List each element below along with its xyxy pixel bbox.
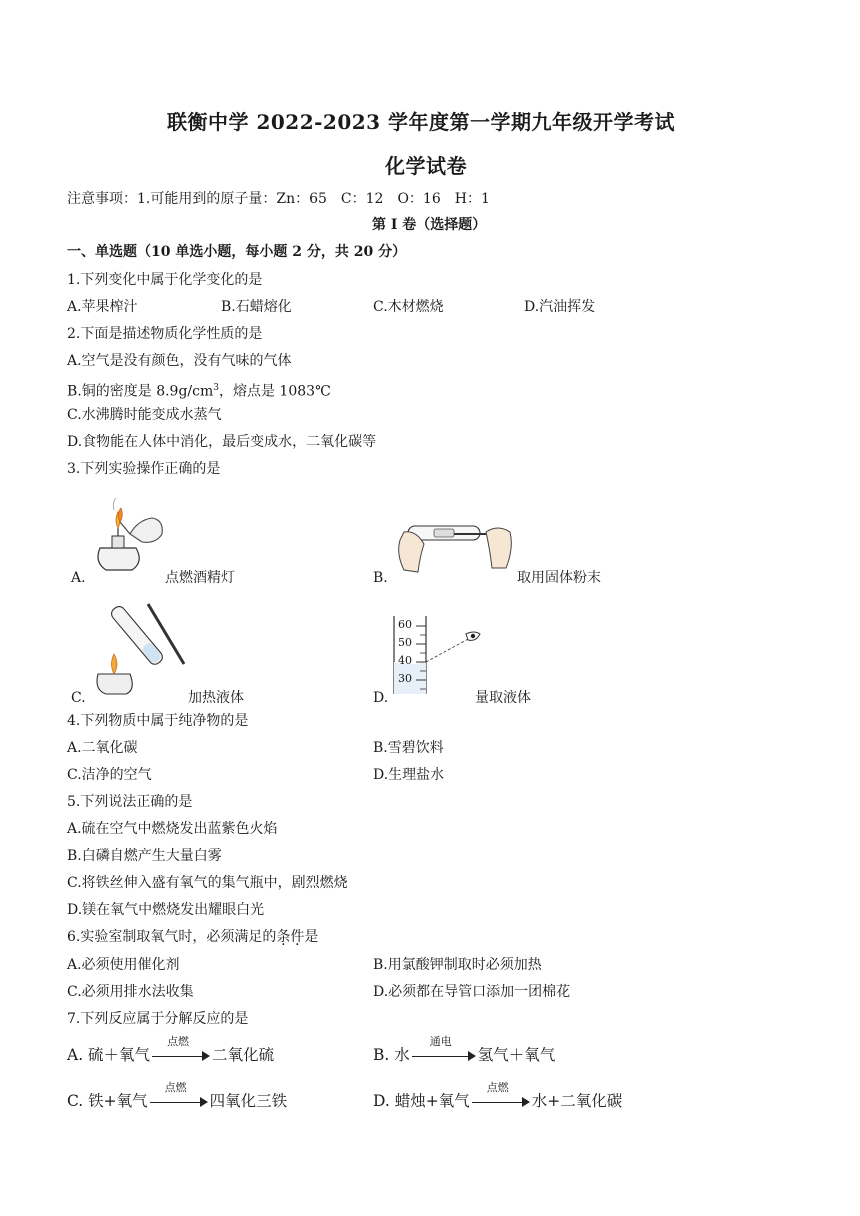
q3-option-a-caption: 点燃酒精灯 <box>165 570 235 586</box>
exam-subtitle: 化学试卷 <box>385 154 467 178</box>
exam-title: 联衡中学 2022-2023 学年度第一学期九年级开学考试 <box>167 110 676 134</box>
q3-option-d-caption: 量取液体 <box>475 690 531 706</box>
q1-option-a: A.苹果榨汁 <box>67 299 138 315</box>
question-7-stem: 7.下列反应属于分解反应的是 <box>67 1011 249 1027</box>
q4-option-b: B.雪碧饮料 <box>373 740 444 756</box>
q4-option-c: C.洁净的空气 <box>67 767 152 783</box>
q3-option-b-letter: B. <box>373 570 388 586</box>
notice-text: 注意事项：1.可能用到的原子量：Zn：65 C：12 O：16 H：1 <box>67 191 490 207</box>
q7-option-c: C. 铁+氧气 点燃 四氧化三铁 <box>67 1081 288 1110</box>
question-4-stem: 4.下列物质中属于纯净物的是 <box>67 713 249 729</box>
q3-option-a-letter: A. <box>71 570 86 586</box>
q4-option-a: A.二氧化碳 <box>67 740 138 756</box>
q1-option-b: B.石蜡熔化 <box>221 299 292 315</box>
q7-option-a: A. 硫＋氧气 点燃 二氧化硫 <box>67 1035 275 1064</box>
question-5-stem: 5.下列说法正确的是 <box>67 794 193 810</box>
q3-option-d-letter: D. <box>373 690 389 706</box>
reaction-arrow: 通电 <box>412 1051 476 1061</box>
section-heading: 一、单选题（10 单选小题，每小题 2 分，共 20 分） <box>67 244 407 260</box>
q2-option-c: C.水沸腾时能变成水蒸气 <box>67 407 222 423</box>
q2-option-d: D.食物能在人体中消化，最后变成水，二氧化碳等 <box>67 434 377 450</box>
alcohol-lamp-lighting-illustration <box>84 490 174 580</box>
q5-option-a: A.硫在空气中燃烧发出蓝紫色火焰 <box>67 821 278 837</box>
q6-option-c: C.必须用排水法收集 <box>67 984 194 1000</box>
question-1-stem: 1.下列变化中属于化学变化的是 <box>67 272 263 288</box>
q5-option-d: D.镁在氧气中燃烧发出耀眼白光 <box>67 902 265 918</box>
q6-option-d: D.必须都在导管口添加一团棉花 <box>373 984 571 1000</box>
q1-option-c: C.木材燃烧 <box>373 299 444 315</box>
volume-heading: 第 I 卷（选择题） <box>372 217 487 233</box>
q7-option-d: D. 蜡烛+氧气 点燃 水+二氧化碳 <box>373 1081 623 1110</box>
q7-option-b: B. 水 通电 氢气＋氧气 <box>373 1035 556 1064</box>
reaction-arrow: 点燃 <box>152 1051 210 1061</box>
test-tube-powder-illustration <box>394 510 524 580</box>
reaction-arrow: 点燃 <box>472 1097 530 1107</box>
cylinder-tick-40: 40 <box>398 654 412 667</box>
cylinder-tick-50: 50 <box>398 636 412 649</box>
q5-option-b: B.白磷自燃产生大量白雾 <box>67 848 222 864</box>
q6-option-b: B.用氯酸钾制取时必须加热 <box>373 957 542 973</box>
q1-option-d: D.汽油挥发 <box>524 299 596 315</box>
q5-option-c: C.将铁丝伸入盛有氧气的集气瓶中，剧烈燃烧 <box>67 875 348 891</box>
cylinder-tick-60: 60 <box>398 618 412 631</box>
question-2-stem: 2.下面是描述物质化学性质的是 <box>67 326 263 342</box>
reaction-arrow: 点燃 <box>150 1097 208 1107</box>
q3-option-c-caption: 加热液体 <box>188 690 244 706</box>
cylinder-tick-30: 30 <box>398 672 412 685</box>
q2-option-b: B.铜的密度是 $8.9g/cm^3$，熔点是 1083℃ <box>67 383 331 400</box>
q6-option-a: A.必须使用催化剂 <box>67 957 180 973</box>
q3-option-b-caption: 取用固体粉末 <box>517 570 601 586</box>
question-3-stem: 3.下列实验操作正确的是 <box>67 461 221 477</box>
q2-option-a: A.空气是没有颜色，没有气味的气体 <box>67 353 292 369</box>
q3-option-c-letter: C. <box>71 690 86 706</box>
q4-option-d: D.生理盐水 <box>373 767 445 783</box>
question-6-stem: 6.实验室制取氧气时，必须满足的条件是 <box>67 929 319 945</box>
heating-liquid-illustration <box>84 596 194 696</box>
